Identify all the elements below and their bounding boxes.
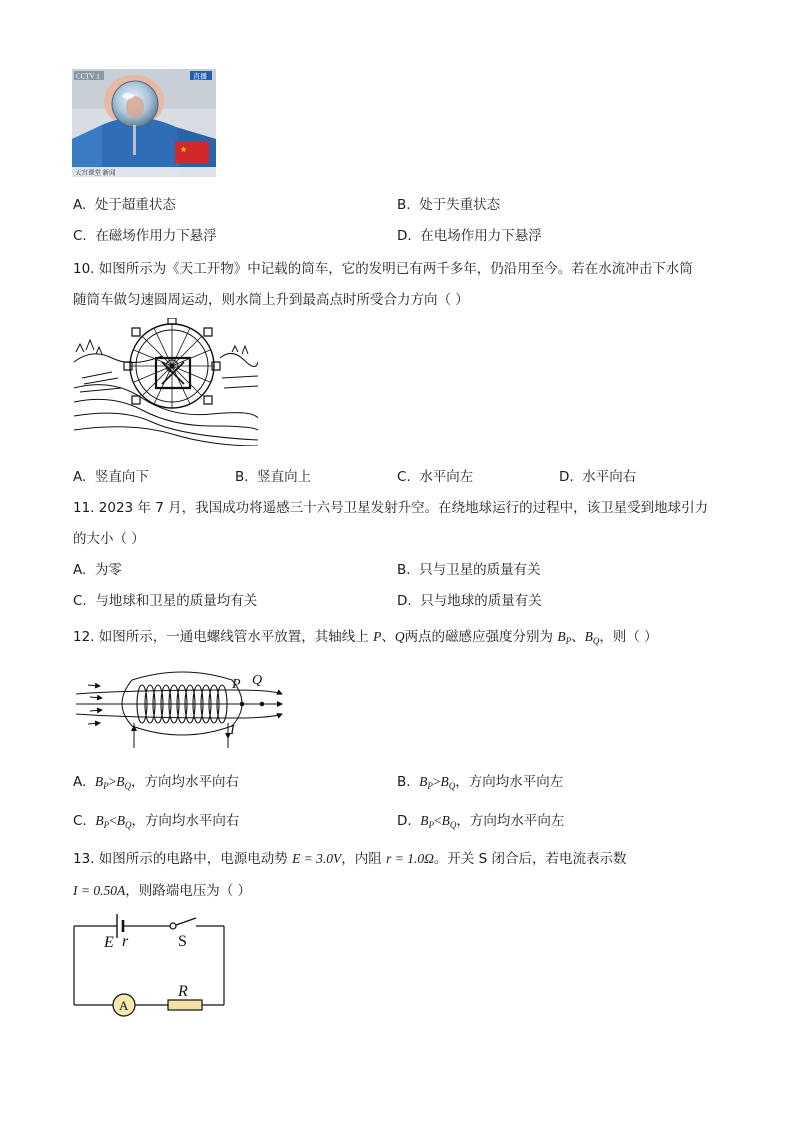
photo-caption-top-left: CCTV 1 [76, 72, 100, 81]
q10-option-c: C. 水平向左 [397, 469, 474, 485]
q10-stem-line1: 10. 如图所示为《天工开物》中记载的筒车，它的发明已有两千多年，仍沿用至今。若在水流冲击下水筒 [73, 261, 693, 277]
q9-option-d: D. 在电场作用力下悬浮 [397, 228, 542, 244]
q13-stem-line1: 13. 如图所示的电路中，电源电动势 E = 3.0V，内阻 r = 1.0Ω。开关 S 闭合后，若电流表示数 [73, 851, 627, 867]
q10-option-d: D. 水平向右 [559, 469, 637, 485]
circuit-label-internal-r: r [122, 933, 129, 950]
circuit-label-emf: E [104, 934, 114, 951]
photo-caption-top-right: 直播 [193, 72, 207, 81]
q9-option-a: A. 处于超重状态 [73, 197, 176, 213]
q11-option-b: B. 只与卫星的质量有关 [397, 562, 541, 578]
circuit-figure [70, 906, 230, 1022]
solenoid-label-current: I [230, 723, 235, 738]
q12-stem: 12. 如图所示，一通电螺线管水平放置，其轴线上 P、Q两点的磁感应强度分别为 $B_P$、$B_Q$，则（ ） [73, 629, 658, 646]
circuit-label-switch: S [178, 933, 187, 950]
q10-stem-line2: 随筒车做匀速圆周运动，则水筒上升到最高点时所受合力方向（ ） [73, 292, 469, 308]
q12-option-b: B. $B_P>B_Q$，方向均水平向左 [397, 774, 564, 791]
circuit-label-ammeter: A [119, 998, 129, 1013]
q12-option-d: D. $B_P<B_Q$，方向均水平向左 [397, 813, 565, 830]
svg-text:★: ★ [180, 145, 188, 154]
solenoid-label-p: P [232, 677, 241, 692]
q11-stem-line1: 11. 2023 年 7 月，我国成功将遥感三十六号卫星发射升空。在绕地球运行的过程中，该卫星受到地球引力 [73, 500, 709, 516]
solenoid-label-q: Q [252, 673, 263, 688]
q13-stem-line2: I = 0.50A，则路端电压为（ ） [73, 883, 252, 899]
q12-option-a: A. $B_P>B_Q$，方向均水平向右 [73, 774, 240, 791]
q10-option-b: B. 竖直向上 [235, 469, 312, 485]
photo-caption-bottom: 天宫课堂 新闻 [75, 169, 116, 177]
circuit-label-resistor: R [178, 983, 188, 1000]
q11-option-a: A. 为零 [73, 562, 122, 578]
q12-option-c: C. $B_P<B_Q$，方向均水平向右 [73, 813, 240, 830]
q9-option-c: C. 在磁场作用力下悬浮 [73, 228, 217, 244]
q11-option-d: D. 只与地球的质量有关 [397, 593, 542, 609]
q11-stem-line2: 的大小（ ） [73, 531, 145, 547]
solenoid-figure [72, 668, 286, 750]
q9-option-b: B. 处于失重状态 [397, 197, 501, 213]
q11-option-c: C. 与地球和卫星的质量均有关 [73, 593, 258, 609]
water-wheel-figure [72, 318, 258, 446]
q10-option-a: A. 竖直向下 [73, 469, 149, 485]
astronaut-photo [72, 69, 216, 177]
